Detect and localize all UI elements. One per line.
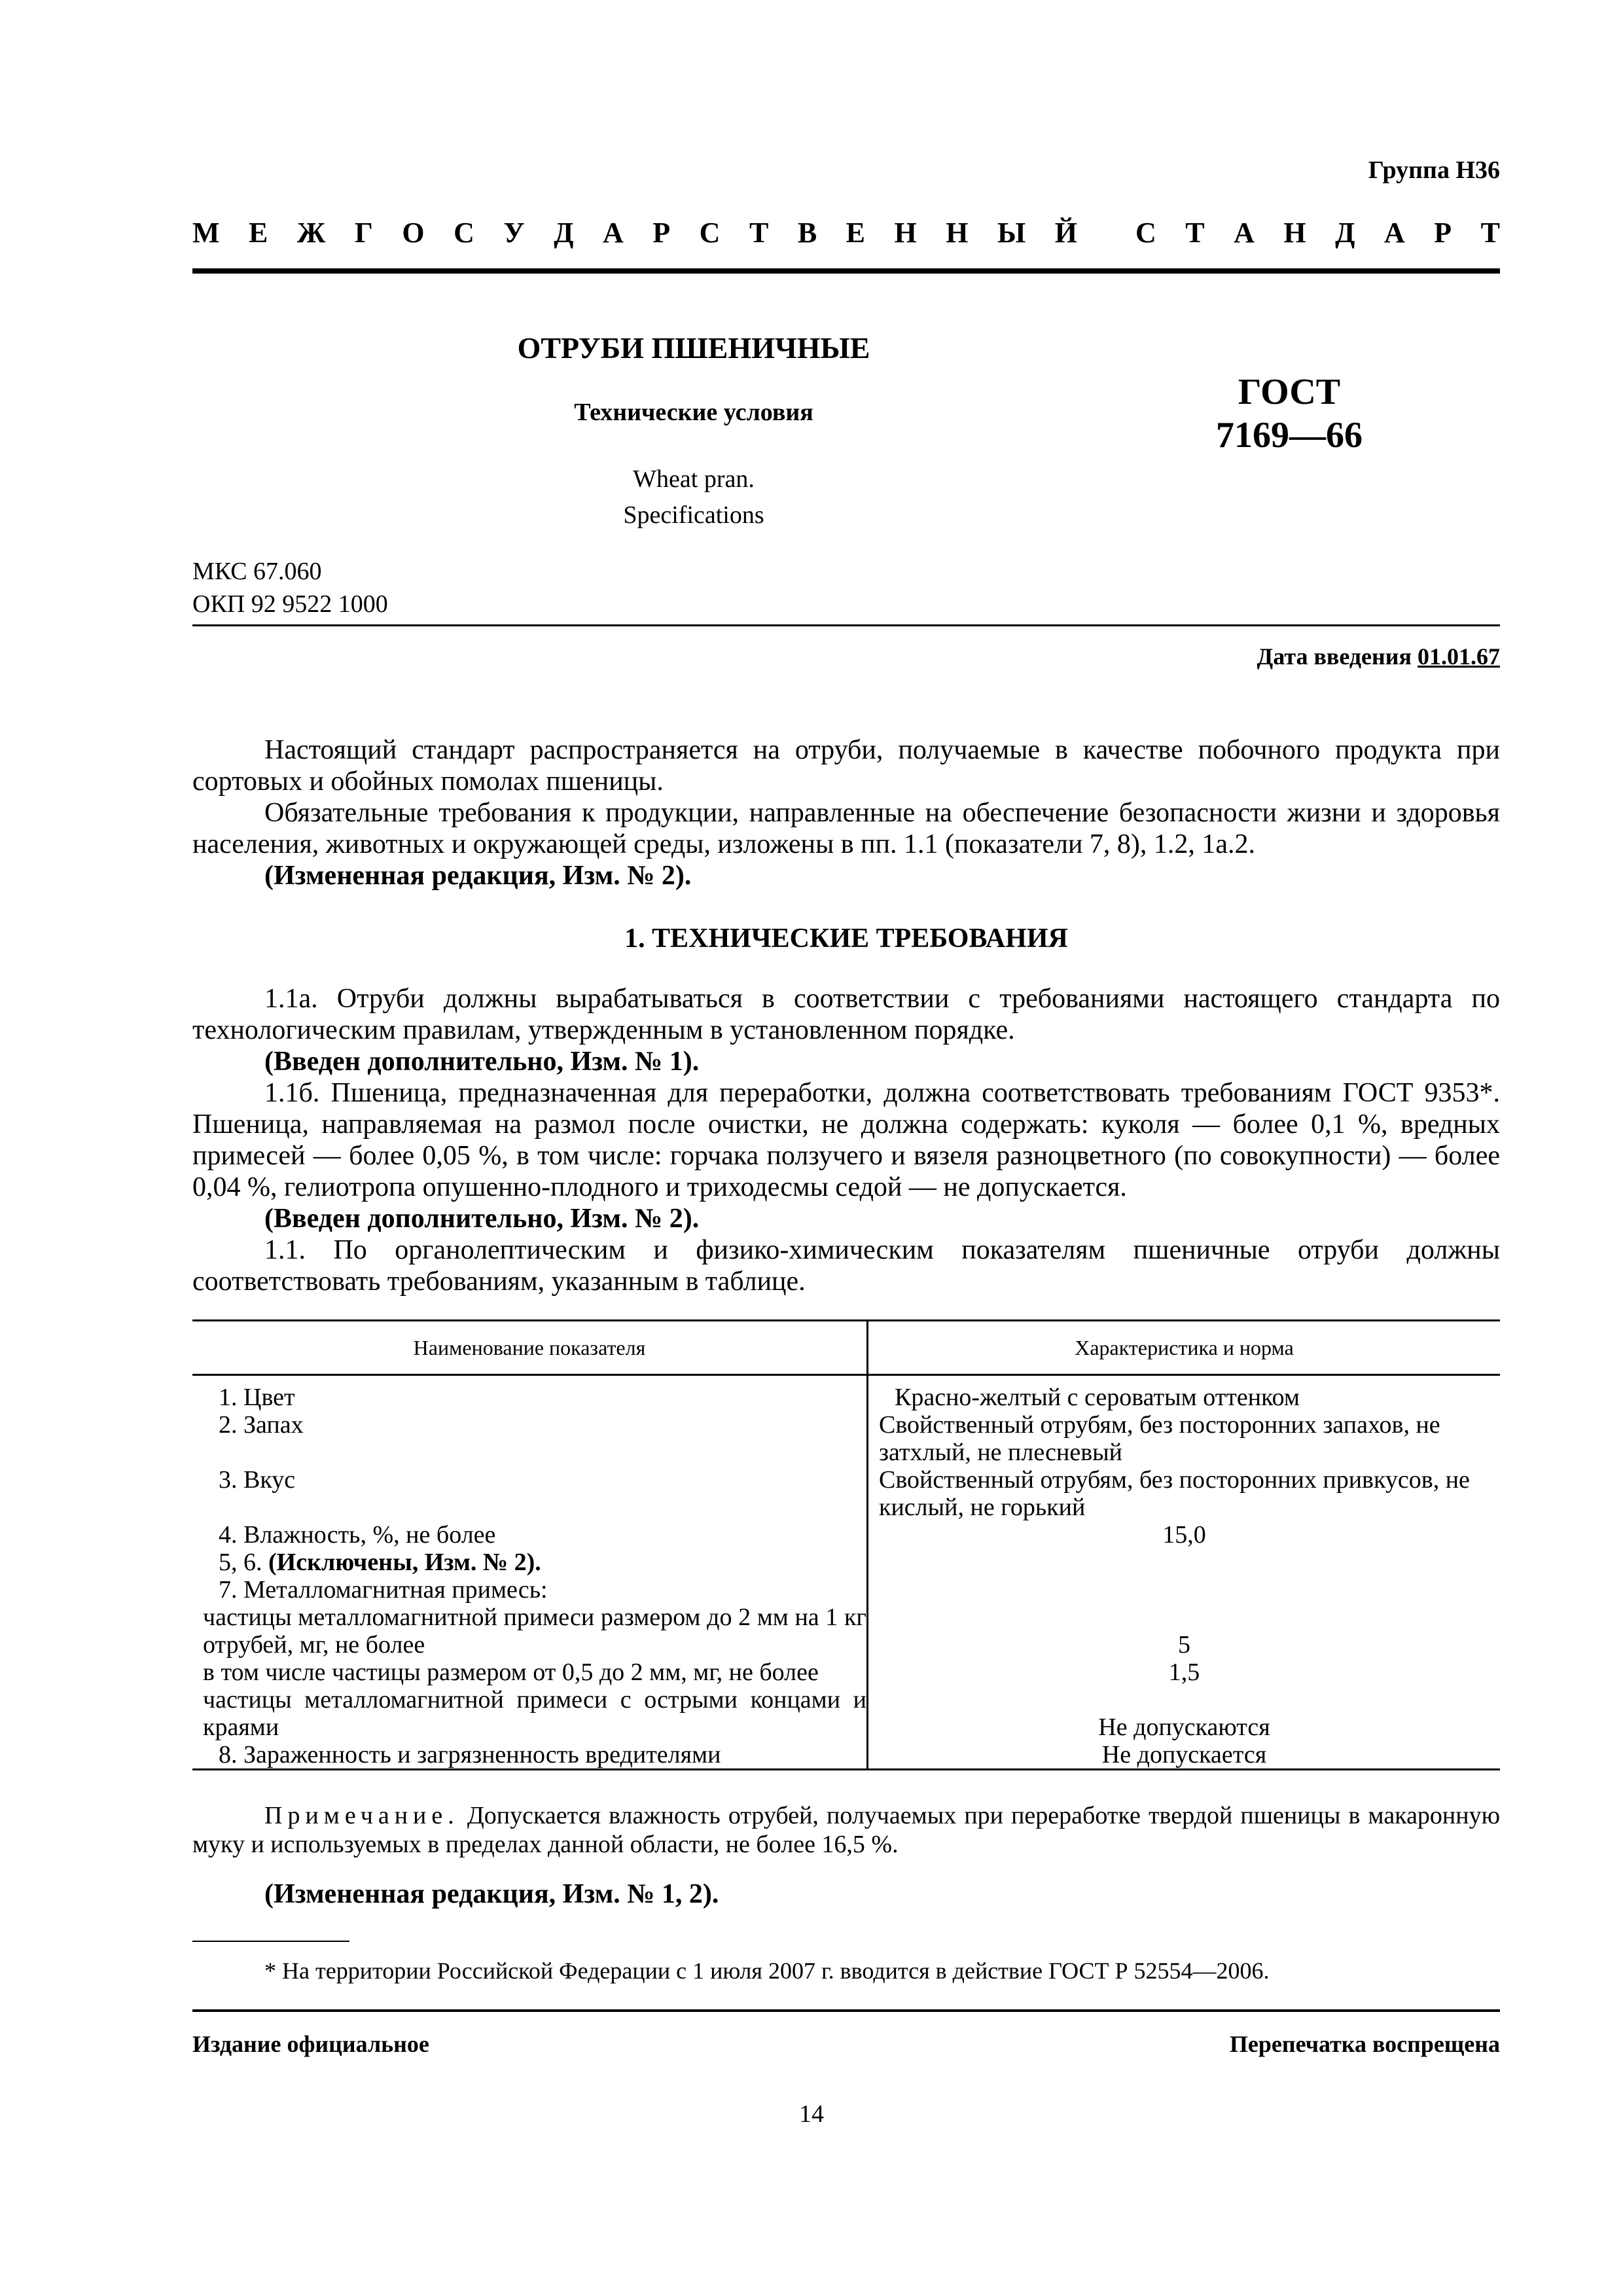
table-row xyxy=(192,1741,1500,1770)
banner-letter: Р xyxy=(1434,217,1452,249)
classification-codes xyxy=(192,555,388,620)
group-code: Группа Н36 xyxy=(1368,156,1500,184)
column-header: Наименование показателя xyxy=(192,1321,868,1375)
footnote: * На территории Российской Федерации с 1 июля 2007 г. вводится в действие ГОСТ Р 52554—2006. xyxy=(264,1958,1270,1984)
table-header-row xyxy=(192,1321,1500,1375)
gost-label: ГОСТ xyxy=(1238,372,1341,412)
banner-letter: С xyxy=(454,217,474,249)
indicator-name: 1. Цвет xyxy=(192,1375,868,1412)
banner-letter: Й xyxy=(1054,217,1077,249)
note-label: Примечание. xyxy=(264,1802,459,1829)
indicator-name: 4. Влажность, %, не более xyxy=(192,1521,868,1549)
page-number: 14 xyxy=(799,2100,824,2128)
banner-letter: Г xyxy=(354,217,373,249)
indicator-name: в том числе частицы размером от 0,5 до 2 мм, мг, не более xyxy=(192,1659,868,1686)
indicator-value: 15,0 xyxy=(1162,1521,1206,1549)
footnote-divider xyxy=(192,1941,349,1942)
banner-letter: А xyxy=(603,217,624,249)
clause-1-1a: 1.1а. Отруби должны вырабатываться в соответствии с требованиями настоящего стандарта по технологическим правилам, утвержденным в установленном порядке. xyxy=(192,984,1500,1045)
banner-letter: Т xyxy=(1185,217,1205,249)
excluded-rows-number: 5, 6. xyxy=(219,1549,268,1576)
banner-letter: А xyxy=(1383,217,1405,249)
banner-letter: Ж xyxy=(296,217,326,249)
banner-letter: Е xyxy=(846,217,866,249)
header-divider xyxy=(192,268,1500,274)
banner-letter: М xyxy=(192,217,220,249)
banner-letter: Е xyxy=(249,217,268,249)
date-value: 01.01.67 xyxy=(1418,643,1500,670)
table-note xyxy=(192,1801,1500,1859)
gost-designation xyxy=(1152,370,1427,457)
reprint-prohibited-label: Перепечатка воспрещена xyxy=(1229,2031,1500,2057)
banner-letter: О xyxy=(402,217,425,249)
banner-letter: В xyxy=(797,217,817,249)
banner-letter: Н xyxy=(946,217,969,249)
table-row xyxy=(192,1466,1500,1521)
gost-number: 7169—66 xyxy=(1216,415,1363,456)
intro-paragraph: Обязательные требования к продукции, направленные на обеспечение безопасности жизни и здоровья населения, животных и окружающей среды, изложены в пп. 1.1 (показатели 7, 8), 1.2, 1а.2. xyxy=(192,798,1500,859)
date-label: Дата введения xyxy=(1257,643,1418,670)
banner-letter: Д xyxy=(554,217,574,249)
interstate-standard-banner xyxy=(192,216,1500,249)
banner-letter: А xyxy=(1234,217,1255,249)
amendment-note: (Измененная редакция, Изм. № 1, 2). xyxy=(264,1879,719,1909)
indicator-value: Не допускаются xyxy=(1098,1713,1270,1741)
indicator-value: 5 xyxy=(1178,1631,1190,1659)
indicator-name: частицы металломагнитной примеси размером до 2 мм на 1 кг отрубей, мг, не более xyxy=(192,1604,868,1659)
okp-code: ОКП 92 9522 1000 xyxy=(192,590,388,618)
mks-code: МКС 67.060 xyxy=(192,558,322,585)
indicator-value xyxy=(868,1576,1501,1604)
banner-letter: Т xyxy=(749,217,769,249)
note-text: Допускается влажность отрубей, получаемых при переработке твердой пшеницы в макаронную муку и используемых в пределах данной области, не более 16,5 %. xyxy=(192,1802,1500,1858)
table-row xyxy=(192,1604,1500,1659)
table-row xyxy=(192,1686,1500,1741)
indicator-name xyxy=(192,1549,868,1576)
indicator-name: частицы металломагнитной примеси с острыми концами и краями xyxy=(192,1686,868,1741)
banner-letter: Д xyxy=(1335,217,1355,249)
indicator-name: 8. Зараженность и загрязненность вредителями xyxy=(192,1741,868,1770)
clause-1-1b: 1.1б. Пшеница, предназначенная для переработки, должна соответствовать требованиям ГОСТ 9353*. Пшеница, направляемая на размол после очистки, не должна содержать: куколя — более 0,1 %, вредных примесей — более 0,05 %, в том числе: горчака ползучего и вязеля разноцветного (по совокупности) — более 0,04 %, гелиотропа опушенно-плодного и триходесмы седой — не допускается. xyxy=(192,1078,1500,1202)
banner-letter: Н xyxy=(1283,217,1306,249)
section-heading: 1. ТЕХНИЧЕСКИЕ ТРЕБОВАНИЯ xyxy=(624,924,1068,954)
banner-letter: Р xyxy=(652,217,671,249)
banner-letter: С xyxy=(1135,217,1156,249)
table-row xyxy=(192,1576,1500,1604)
indicator-value: Не допускается xyxy=(868,1741,1501,1770)
indicator-name: 2. Запах xyxy=(192,1411,868,1466)
footer-divider xyxy=(192,2009,1500,2012)
indicator-value xyxy=(868,1549,1501,1576)
table-row xyxy=(192,1411,1500,1466)
amendment-note: (Введен дополнительно, Изм. № 1). xyxy=(264,1047,700,1077)
banner-letter: Н xyxy=(894,217,917,249)
english-title-line: Wheat pran. xyxy=(633,465,755,493)
requirements-table xyxy=(192,1319,1500,1770)
table-row xyxy=(192,1375,1500,1412)
english-title-line: Specifications xyxy=(623,501,764,529)
table-row xyxy=(192,1549,1500,1576)
indicator-value: Красно-желтый с сероватым оттенком xyxy=(895,1384,1300,1411)
indicator-name: 7. Металломагнитная примесь: xyxy=(192,1576,868,1604)
indicator-value: Свойственный отрубям, без посторонних запахов, не затхлый, не плесневый xyxy=(879,1411,1440,1466)
table-row xyxy=(192,1521,1500,1549)
banner-letter: Ы xyxy=(997,217,1026,249)
document-subtitle: Технические условия xyxy=(574,399,813,426)
codes-divider xyxy=(192,624,1500,626)
indicator-name: 3. Вкус xyxy=(192,1466,868,1521)
clause-1-1: 1.1. По органолептическим и физико-химическим показателям пшеничные отруби должны соответствовать требованиям, указанным в таблице. xyxy=(192,1235,1500,1297)
indicator-value: 1,5 xyxy=(1168,1659,1200,1686)
table-row xyxy=(192,1659,1500,1686)
excluded-rows-note: (Исключены, Изм. № 2). xyxy=(268,1549,541,1576)
column-header: Характеристика и норма xyxy=(868,1321,1501,1375)
official-edition-label: Издание официальное xyxy=(192,2031,429,2057)
intro-paragraph: Настоящий стандарт распространяется на отруби, получаемые в качестве побочного продукта при сортовых и обойных помолах пшеницы. xyxy=(192,735,1500,797)
introduction-date xyxy=(1257,643,1501,670)
indicator-value: Свойственный отрубям, без посторонних привкусов, не кислый, не горький xyxy=(879,1466,1470,1521)
banner-letter: Т xyxy=(1480,217,1500,249)
banner-letter: С xyxy=(699,217,721,249)
amendment-note: (Измененная редакция, Изм. № 2). xyxy=(264,861,692,891)
banner-letter: У xyxy=(503,217,525,249)
english-title xyxy=(458,461,929,533)
document-title: ОТРУБИ ПШЕНИЧНЫЕ xyxy=(517,331,870,365)
amendment-note: (Введен дополнительно, Изм. № 2). xyxy=(264,1204,700,1234)
